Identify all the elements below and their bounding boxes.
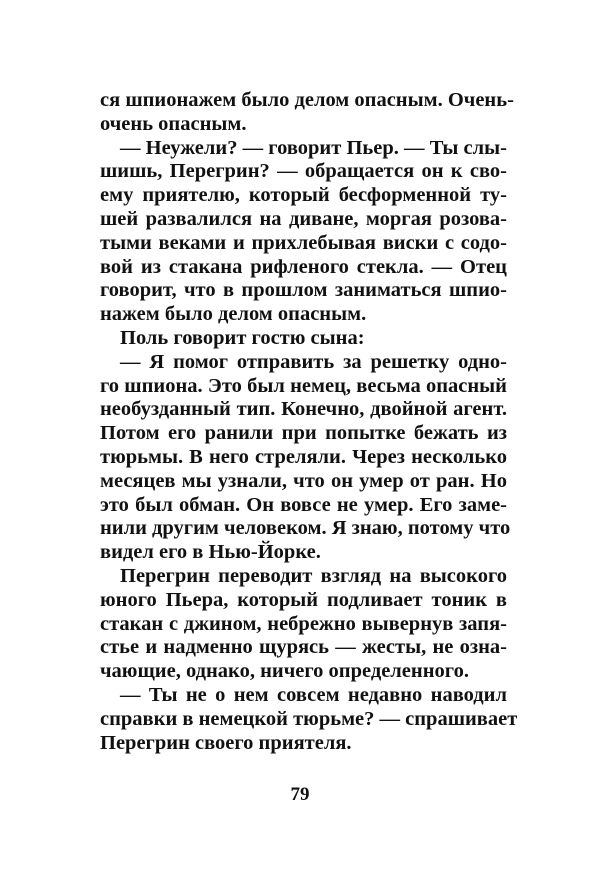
text-line: ся шпионажем было делом опасным. Очень- — [100, 89, 514, 111]
text-line: Потом его ранили при попытке бежать из — [100, 422, 507, 445]
text-line: нажем было делом опасным. — [100, 303, 367, 326]
text-line: справки в немецкой тюрьме? — спрашивает — [100, 707, 518, 730]
text-line: вой из стакана рифленого стекла. — Отец — [100, 255, 507, 278]
text-line: ему приятелю, который бесформенной ту- — [100, 184, 507, 207]
text-line: нили другим человеком. Я знаю, потому что — [100, 517, 511, 540]
text-line: — Ты не о нем совсем недавно наводил — [120, 683, 507, 706]
text-line: шей развалился на диване, моргая розова- — [100, 207, 507, 230]
text-line: Перегрин переводит взгляд на высокого — [120, 564, 507, 587]
text-line: говорит, что в прошлом заниматься шпио- — [100, 279, 507, 302]
text-line: тюрьмы. В него стреляли. Через несколько — [100, 445, 507, 468]
text-line: необузданный тип. Конечно, двойной агент. — [100, 398, 507, 421]
text-line: Поль говорит гостю сына: — [120, 326, 365, 349]
text-line: Перегрин своего приятеля. — [100, 731, 352, 754]
page-body-text — [100, 89, 518, 755]
text-line: — Неужели? — говорит Пьер. — Ты слы- — [120, 136, 507, 159]
text-line: шишь, Перегрин? — обращается он к сво- — [100, 160, 507, 183]
text-line: чающие, однако, ничего определенного. — [100, 660, 469, 683]
text-line: го шпиона. Это был немец, весьма опасный — [100, 374, 507, 397]
text-line: очень опасным. — [100, 112, 247, 135]
text-line: юного Пьера, который подливает тоник в — [100, 588, 507, 611]
text-line: видел его в Нью-Йорке. — [100, 541, 321, 564]
text-line: месяцев мы узнали, что он умер от ран. Но — [100, 469, 507, 492]
page-number: 79 — [290, 784, 310, 805]
text-line: это был обман. Он вовсе не умер. Его заме- — [100, 493, 507, 516]
text-line: стье и надменно щурясь — жесты, не озна- — [100, 636, 507, 659]
text-line: — Я помог отправить за решетку одно- — [120, 350, 507, 373]
text-line: стакан с джином, небрежно вывернув запя- — [100, 612, 507, 635]
text-line: тыми веками и прихлебывая виски с содо- — [100, 231, 507, 254]
